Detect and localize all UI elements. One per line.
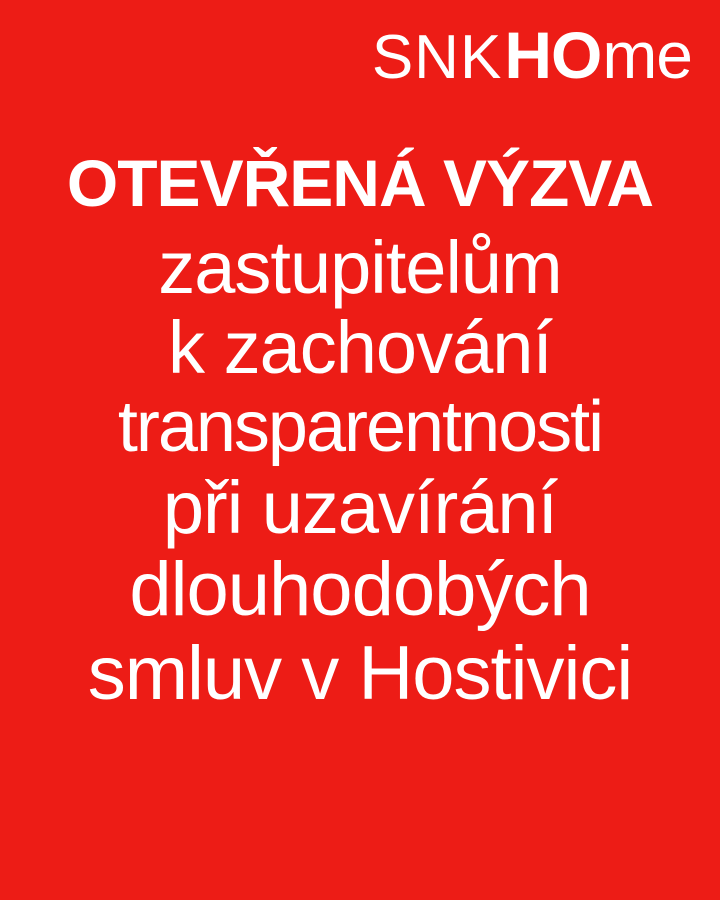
logo-text-ho: HO xyxy=(504,18,602,92)
logo-text-me: me xyxy=(602,18,692,92)
headline-line-7: smluv v Hostivici xyxy=(87,630,633,716)
headline-line-1: OTEVŘENÁ VÝZVA xyxy=(66,146,654,220)
headline-line-2: zastupitelům xyxy=(158,226,562,309)
headline-line-6: dlouhodobých xyxy=(129,547,591,633)
headline-block xyxy=(0,146,720,716)
headline-line-5: při uzavírání xyxy=(162,466,558,549)
logo-text-snk: SNK xyxy=(371,23,503,92)
brand-logo[interactable] xyxy=(371,18,692,92)
headline-line-4: transparentnosti xyxy=(117,386,603,467)
headline-line-3: k zachování xyxy=(168,305,552,389)
